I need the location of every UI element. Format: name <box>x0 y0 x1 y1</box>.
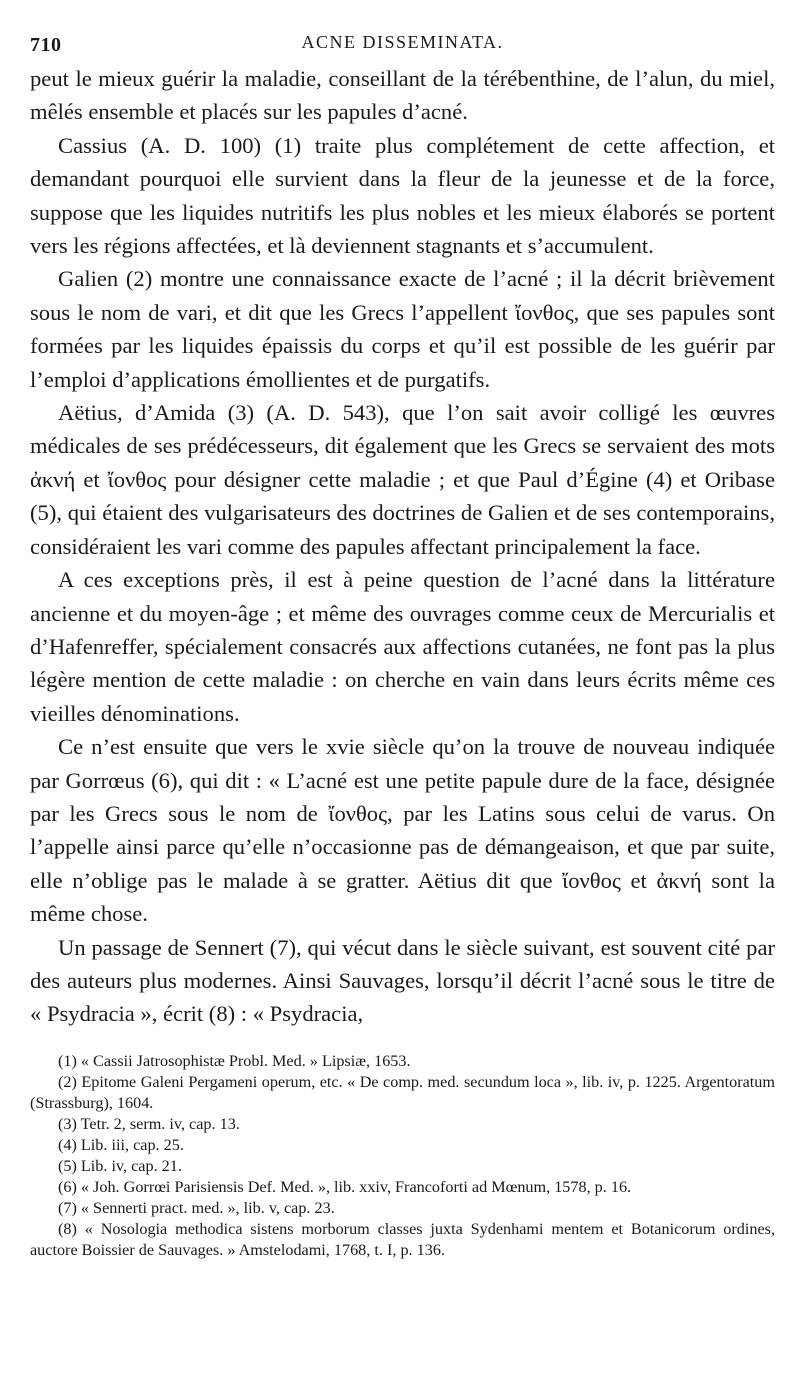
footnote: (1) « Cassii Jatrosophistæ Probl. Med. » Lipsiæ, 1653. <box>58 1051 411 1070</box>
running-title: ACNE DISSEMINATA. <box>301 32 504 52</box>
footnote: (8) « Nosologia methodica sistens morborum classes juxta Sydenhami mentem et Botanicorum ordines, auctore Boissier de Sauvages. » Amstelodami, 1768, t. I, p. 136. <box>30 1219 775 1259</box>
paragraph: A ces exceptions près, il est à peine question de l’acné dans la littérature ancienne et du moyen-âge ; et même des ouvrages comme ceux de Mercurialis et d’Hafenreffer, spécialement consacrés aux affections cutanées, ne font pas la plus légère mention de cette maladie : on cherche en vain dans leurs écrits même ces vieilles dénominations. <box>30 567 775 726</box>
paragraph: Un passage de Sennert (7), qui vécut dans le siècle suivant, est souvent cité par des auteurs plus modernes. Ainsi Sauvages, lorsqu’il décrit l’acné sous le titre de « Psydracia », écrit (8) : « Psydracia, <box>30 934 775 1027</box>
book-page <box>30 28 775 1261</box>
paragraph: Aëtius, d’Amida (3) (A. D. 543), que l’on sait avoir colligé les œuvres médicales de ses prédécesseurs, dit également que les Grecs se servaient des mots ἀκνή et ἴονθος pour désigner cette maladie ; et que Paul d’Égine (4) et Oribase (5), qui étaient des vulgarisateurs des doctrines de Galien et de ses contemporains, considéraient les vari comme des papules affectant principalement la face. <box>30 400 775 559</box>
footnotes <box>30 1051 775 1261</box>
footnote: (2) Epitome Galeni Pergameni operum, etc. « De comp. med. secundum loca », lib. iv, p. 1225. Argentoratum (Strassburg), 1604. <box>30 1072 775 1112</box>
paragraph: Ce n’est ensuite que vers le xvie siècle qu’on la trouve de nouveau indiquée par Gorrœus (6), qui dit : « L’acné est une petite papule dure de la face, désignée par les Grecs sous le nom de ἴονθος, par les Latins sous celui de varus. On l’appelle ainsi parce qu’elle n’occasionne pas de démangeaison, et que par suite, elle n’oblige pas le malade à se gratter. Aëtius dit que ἴονθος et ἀκνή sont la même chose. <box>30 734 775 927</box>
paragraph: Galien (2) montre une connaissance exacte de l’acné ; il la décrit brièvement sous le nom de vari, et dit que les Grecs l’appellent ἴονθος, que ses papules sont formées par les liquides épaissis du corps et qu’il est possible de les guérir par l’emploi d’applications émollientes et de purgatifs. <box>30 266 775 392</box>
footnote: (5) Lib. iv, cap. 21. <box>58 1156 182 1175</box>
page-header <box>30 28 775 62</box>
paragraph: Cassius (A. D. 100) (1) traite plus complétement de cette affection, et demandant pourquoi elle survient dans la fleur de la jeunesse et de la force, suppose que les liquides nutritifs les plus nobles et les mieux élaborés se portent vers les régions affectées, et là deviennent stagnants et s’accumulent. <box>30 132 775 259</box>
footnote: (3) Tetr. 2, serm. iv, cap. 13. <box>58 1114 240 1133</box>
footnote: (6) « Joh. Gorrœi Parisiensis Def. Med. », lib. xxiv, Francoforti ad Mœnum, 1578, p. 16. <box>58 1177 632 1196</box>
footnote: (7) « Sennerti pract. med. », lib. v, cap. 23. <box>58 1198 335 1217</box>
body-text <box>30 62 775 1031</box>
page-number: 710 <box>30 34 62 56</box>
paragraph: peut le mieux guérir la maladie, conseillant de la térébenthine, de l’alun, du miel, mêlés ensemble et placés sur les papules d’acné. <box>30 66 775 125</box>
footnote: (4) Lib. iii, cap. 25. <box>58 1135 184 1154</box>
